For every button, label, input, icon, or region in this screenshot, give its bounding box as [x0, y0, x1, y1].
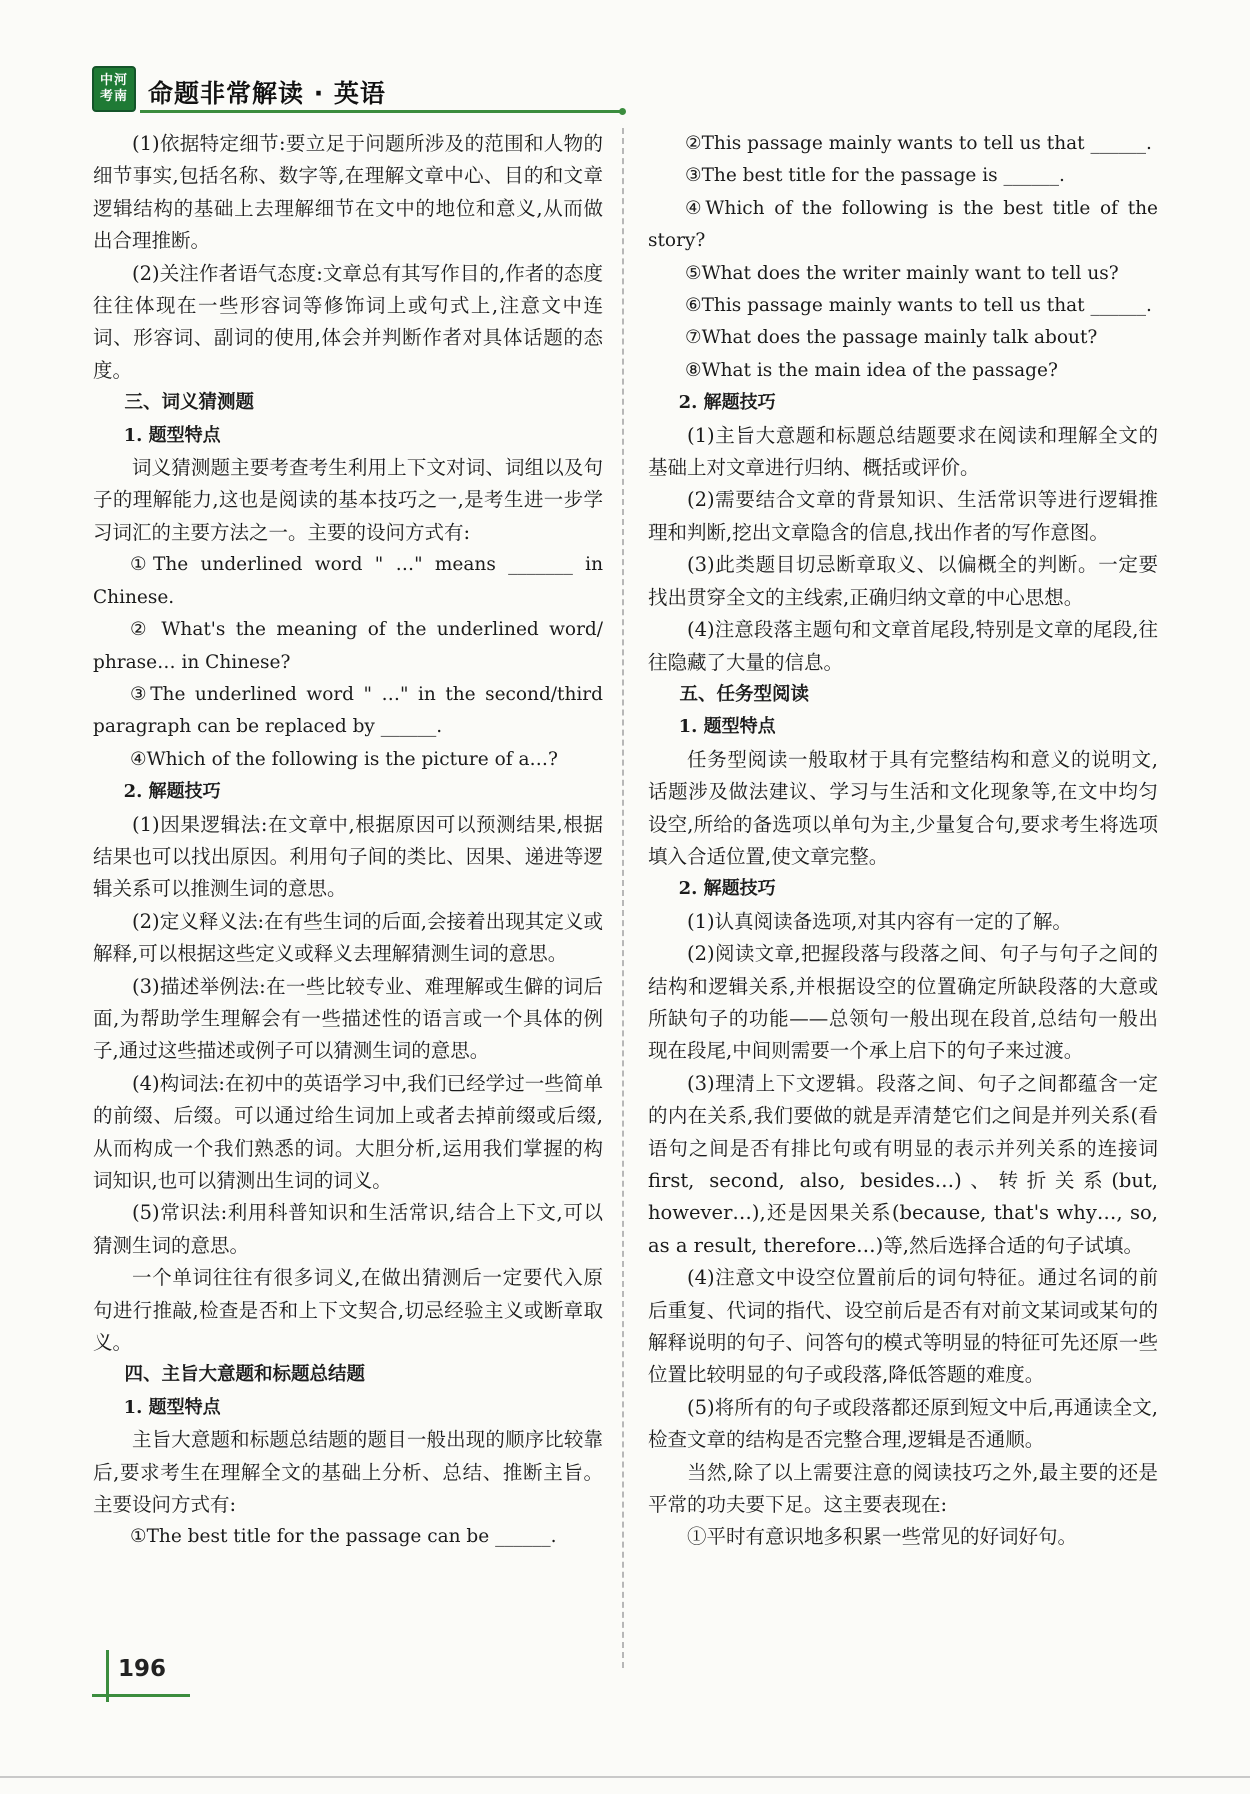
question-item: ④Which of the following is the picture of a…?: [130, 748, 558, 770]
book-title: 命题非常解读 · 英语: [148, 79, 386, 108]
publisher-logo: [92, 66, 136, 112]
question-item: ⑤What does the writer mainly want to tell us?: [685, 262, 1119, 284]
paragraph: (1)因果逻辑法:在文章中,根据原因可以预测结果,根据结果也可以找出原因。利用句子间的类比、因果、递进等逻辑关系可以推测生词的意思。: [93, 812, 603, 901]
paragraph: (1)主旨大意题和标题总结题要求在阅读和理解全文的基础上对文章进行归纳、概括或评价。: [648, 423, 1158, 480]
section-heading: 三、词义猜测题: [124, 392, 254, 414]
paragraph: (4)注意文中设空位置前后的词句特征。通过名词的前后重复、代词的指代、设空前后是否有对前文某词或某句的解释说明的句子、问答句的模式等明显的特征可先还原一些位置比较明显的句子或段落,降低答题的难度。: [648, 1266, 1158, 1387]
paragraph: (4)构词法:在初中的英语学习中,我们已经学过一些简单的前缀、后缀。可以通过给生词加上或者去掉前缀或后缀,从而构成一个我们熟悉的词。大胆分析,运用我们掌握的构词知识,也可以猜测出生词的词义。: [93, 1071, 603, 1192]
question-item: ⑧What is the main idea of the passage?: [685, 359, 1058, 381]
section-heading: 五、任务型阅读: [679, 683, 809, 705]
paragraph: (5)将所有的句子或段落都还原到短文中后,再通读全文,检查文章的结构是否完整合理,逻辑是否通顺。: [648, 1395, 1158, 1452]
paragraph: (2)阅读文章,把握段落与段落之间、句子与句子之间的结构和逻辑关系,并根据设空的位置确定所缺段落的大意或所缺句子的功能——总领句一般出现在段首,总结句一般出现在段尾,中间则需要一个承上启下的句子来过渡。: [648, 942, 1158, 1063]
subsection-heading: 1. 题型特点: [123, 1396, 221, 1418]
question-item: ①The best title for the passage can be ______.: [130, 1526, 557, 1548]
question-item: ④Which of the following is the best title of the story?: [648, 197, 1158, 252]
paragraph: 主旨大意题和标题总结题的题目一般出现的顺序比较靠后,要求考生在理解全文的基础上分析、总结、推断主旨。主要设问方式有:: [93, 1428, 603, 1517]
logo-text-top: 中河: [99, 73, 128, 88]
page-header: [92, 66, 622, 116]
page-bottom-edge: [0, 1776, 1250, 1778]
subsection-heading: 2. 解题技巧: [678, 392, 776, 414]
right-column: [648, 128, 1158, 1554]
subsection-heading: 1. 题型特点: [123, 424, 221, 446]
paragraph: (1)依据特定细节:要立足于问题所涉及的范围和人物的细节事实,包括名称、数字等,在理解文章中心、目的和文章逻辑结构的基础上去理解细节在文中的地位和意义,从而做出合理推断。: [93, 132, 603, 253]
question-item: ②This passage mainly wants to tell us that ______.: [685, 133, 1152, 154]
paragraph: 一个单词往往有很多词义,在做出猜测后一定要代入原句进行推敲,检查是否和上下文契合,切忌经验主义或断章取义。: [93, 1266, 603, 1355]
paragraph: 当然,除了以上需要注意的阅读技巧之外,最主要的还是平常的功夫要下足。这主要表现在:: [648, 1460, 1158, 1517]
question-item: ⑦What does the passage mainly talk about?: [685, 327, 1098, 349]
question-item: ⑥This passage mainly wants to tell us that ______.: [685, 295, 1152, 317]
paragraph: (3)理清上下文逻辑。段落之间、句子之间都蕴含一定的内在关系,我们要做的就是弄清楚它们之间是并列关系(看语句之间是否有排比句或有明显的表示并列关系的连接词 first, second, also, besides…)、转折关系(but, however…),还是因果关系(because, that's why…, so, as a result, therefore…)等,然后选择合适的句子试填。: [648, 1071, 1158, 1257]
paragraph: (2)需要结合文章的背景知识、生活常识等进行逻辑推理和判断,挖出文章隐含的信息,找出作者的写作意图。: [648, 488, 1158, 544]
paragraph: ①平时有意识地多积累一些常见的好词好句。: [687, 1525, 1078, 1549]
footer-rule-horizontal: [92, 1694, 190, 1697]
paragraph: (5)常识法:利用科普知识和生活常识,结合上下文,可以猜测生词的意思。: [93, 1201, 603, 1257]
question-item: ③The underlined word " …" in the second/third paragraph can be replaced by ______.: [93, 683, 603, 738]
subsection-heading: 1. 题型特点: [678, 716, 776, 738]
paragraph: (2)关注作者语气态度:文章总有其写作目的,作者的态度往往体现在一些形容词等修饰词上或句式上,注意文中连词、形容词、副词的使用,体会并判断作者对具体话题的态度。: [93, 261, 603, 382]
question-item: ② What's the meaning of the underlined word/ phrase… in Chinese?: [93, 619, 603, 673]
paragraph: (3)此类题目切忌断章取义、以偏概全的判断。一定要找出贯穿全文的主线索,正确归纳文章的中心思想。: [648, 553, 1158, 609]
paragraph: (3)描述举例法:在一些比较专业、难理解或生僻的词后面,为帮助学生理解会有一些描述性的语言或一个具体的例子,通过这些描述或例子可以猜测生词的意思。: [93, 974, 603, 1063]
page-number: 196: [118, 1656, 167, 1682]
subsection-heading: 2. 解题技巧: [678, 878, 776, 900]
column-divider: [622, 128, 624, 1668]
paragraph: (1)认真阅读备选项,对其内容有一定的了解。: [687, 909, 1072, 933]
question-item: ①The underlined word " …" means _______ in Chinese.: [93, 554, 603, 608]
question-item: ③The best title for the passage is ______.: [685, 165, 1065, 187]
page-footer: [92, 1650, 192, 1710]
paragraph: (2)定义释义法:在有些生词的后面,会接着出现其定义或解释,可以根据这些定义或释义去理解猜测生词的意思。: [93, 909, 603, 966]
paragraph: 词义猜测题主要考查考生利用上下文对词、词组以及句子的理解能力,这也是阅读的基本技巧之一,是考生进一步学习词汇的主要方法之一。主要的设问方式有:: [93, 456, 603, 544]
header-rule: [140, 110, 622, 113]
logo-text-bottom: 考南: [99, 89, 128, 104]
left-column: [93, 128, 603, 1554]
section-heading: 四、主旨大意题和标题总结题: [124, 1364, 365, 1386]
paragraph: (4)注意段落主题句和文章首尾段,特别是文章的尾段,往往隐藏了大量的信息。: [648, 618, 1158, 674]
paragraph: 任务型阅读一般取材于具有完整结构和意义的说明文,话题涉及做法建议、学习与生活和文化现象等,在文中均匀设空,所给的备选项以单句为主,少量复合句,要求考生将选项填入合适位置,使文章完整。: [648, 747, 1158, 868]
subsection-heading: 2. 解题技巧: [123, 781, 221, 803]
